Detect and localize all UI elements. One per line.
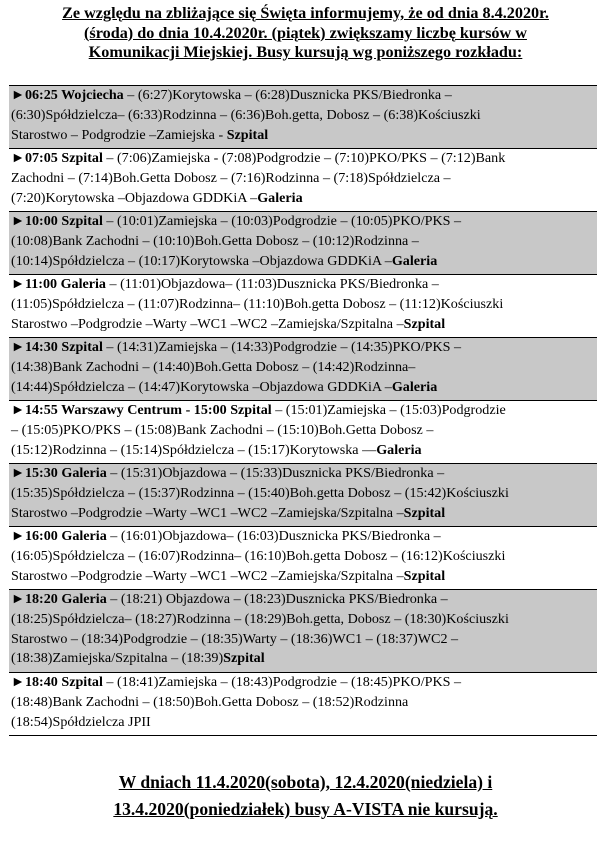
stops-text: Starostwo – (18:34)Podgrodzie – (18:35)Warty – (18:36)WC1 – (18:37)WC2 –	[11, 630, 459, 647]
stops-text: (14:44)Spółdzielcza – (14:47)Korytowska –Objazdowa GDDKiA –	[11, 378, 392, 395]
schedule-line	[11, 126, 597, 146]
departure-label: ►18:20 Galeria	[11, 591, 107, 607]
schedule-entry	[9, 86, 597, 149]
header-line: Komunikacji Miejskiej. Busy kursują wg poniższego rozkładu:	[88, 43, 523, 61]
stops-text: – (6:27)Korytowska – (6:28)Dusznicka PKS/Biedronka –	[123, 87, 452, 103]
schedule-line	[11, 504, 597, 524]
departure-label: ►15:30 Galeria	[11, 465, 107, 481]
schedule-line	[11, 610, 597, 630]
stops-text: Starostwo – Podgrodzie –Zamiejska -	[11, 126, 227, 143]
stops-text: – (18:21) Objazdowa – (18:23)Dusznicka PKS/Biedronka –	[106, 591, 448, 607]
stops-text: – (18:41)Zamiejska – (18:43)Podgrodzie – (18:45)PKO/PKS –	[102, 674, 462, 690]
stops-text: (7:20)Korytowska –Objazdowa GDDKiA –	[11, 189, 258, 206]
stops-text: (16:05)Spółdzielcza – (16:07)Rodzinna– (16:10)Boh.getta Dobosz – (16:12)Kościuszki	[11, 547, 506, 564]
departure-label: ►06:25 Wojciecha	[11, 87, 124, 103]
schedule-line	[11, 547, 597, 567]
schedule-line	[11, 464, 597, 484]
schedule-line	[11, 630, 597, 650]
schedule-line	[11, 295, 597, 315]
schedule-line	[11, 149, 597, 169]
stops-text: (18:54)Spółdzielcza JPII	[11, 713, 151, 730]
departure-label: ►07:05 Szpital	[11, 150, 103, 166]
destination-label: Szpital	[403, 315, 446, 332]
schedule-line	[11, 693, 597, 713]
schedule-line	[11, 527, 597, 547]
departure-label: ►11:00 Galeria	[11, 276, 106, 292]
stops-text: Starostwo –Podgrodzie –Warty –WC1 –WC2 –Zamiejska/Szpitalna –	[11, 567, 404, 584]
destination-label: Szpital	[226, 126, 269, 143]
schedule-entry	[9, 401, 597, 464]
schedule-line	[11, 358, 597, 378]
footer-line: W dniach 11.4.2020(sobota), 12.4.2020(niedziela) i	[118, 772, 493, 792]
schedule-line	[11, 649, 597, 669]
stops-text: – (16:01)Objazdowa– (16:03)Dusznicka PKS/Biedronka –	[106, 528, 441, 544]
schedule-line	[11, 169, 597, 189]
stops-text: – (15:01)Zamiejska – (15:03)Podgrodzie	[271, 402, 506, 418]
schedule-line	[11, 189, 597, 209]
destination-label: Galeria	[376, 441, 422, 458]
schedule-line	[11, 713, 597, 733]
schedule-line	[11, 86, 597, 106]
destination-label: Szpital	[403, 504, 446, 521]
schedule-entry	[9, 464, 597, 527]
stops-text: (15:35)Spółdzielcza – (15:37)Rodzinna – (15:40)Boh.getta Dobosz – (15:42)Kościuszki	[11, 484, 509, 501]
schedule-line	[11, 106, 597, 126]
announcement-header	[0, 4, 611, 63]
schedule-entry	[9, 275, 597, 338]
schedule-line	[11, 315, 597, 335]
stops-text: Starostwo –Podgrodzie –Warty –WC1 –WC2 –Zamiejska/Szpitalna –	[11, 315, 404, 332]
schedule-line	[11, 590, 597, 610]
footer-line: 13.4.2020(poniedziałek) busy A-VISTA nie kursują.	[113, 799, 498, 819]
schedule-line	[11, 484, 597, 504]
stops-text: – (15:05)PKO/PKS – (15:08)Bank Zachodni – (15:10)Boh.Getta Dobosz –	[11, 421, 434, 438]
stops-text: (6:30)Spółdzielcza– (6:33)Rodzinna – (6:36)Boh.getta, Dobosz – (6:38)Kościuszki	[11, 106, 481, 123]
stops-text: Zachodni – (7:14)Boh.Getta Dobosz – (7:16)Rodzinna – (7:18)Spółdzielcza –	[11, 169, 451, 186]
schedule-line	[11, 421, 597, 441]
schedule-line	[11, 212, 597, 232]
schedule-line	[11, 338, 597, 358]
destination-label: Galeria	[391, 252, 438, 269]
destination-label: Szpital	[403, 567, 446, 584]
schedule-entry	[9, 673, 597, 736]
departure-label: ►18:40 Szpital	[11, 674, 103, 690]
schedule-line	[11, 275, 597, 295]
stops-text: (10:14)Spółdzielcza – (10:17)Korytowska –Objazdowa GDDKiA –	[11, 252, 392, 269]
stops-text: (11:05)Spółdzielcza – (11:07)Rodzinna– (11:10)Boh.getta Dobosz – (11:12)Kościuszki	[11, 295, 504, 312]
schedule-line	[11, 232, 597, 252]
schedule-line	[11, 567, 597, 587]
departure-label: ►14:30 Szpital	[11, 339, 103, 355]
schedule-line	[11, 401, 597, 421]
schedule-entry	[9, 212, 597, 275]
schedule-line	[11, 252, 597, 272]
stops-text: (18:38)Zamiejska/Szpitalna – (18:39)	[11, 650, 224, 667]
destination-label: Galeria	[391, 378, 438, 395]
destination-label: Galeria	[257, 189, 303, 206]
stops-text: Starostwo –Podgrodzie –Warty –WC1 –WC2 –Zamiejska/Szpitalna –	[11, 504, 404, 521]
header-line: Ze względu na zbliżające się Święta informujemy, że od dnia 8.4.2020r.	[62, 4, 549, 22]
stops-text: (14:38)Bank Zachodni – (14:40)Boh.Getta Dobosz – (14:42)Rodzinna–	[11, 358, 416, 375]
schedule-line	[11, 673, 597, 693]
stops-text: – (14:31)Zamiejska – (14:33)Podgrodzie – (14:35)PKO/PKS –	[102, 339, 462, 355]
schedule-entry	[9, 527, 597, 590]
stops-text: – (10:01)Zamiejska – (10:03)Podgrodzie – (10:05)PKO/PKS –	[102, 213, 462, 229]
stops-text: (18:48)Bank Zachodni – (18:50)Boh.Getta Dobosz – (18:52)Rodzinna	[11, 693, 409, 710]
announcement-footer	[0, 769, 611, 823]
departure-label: ►14:55 Warszawy Centrum - 15:00 Szpital	[11, 402, 272, 418]
schedule-line	[11, 378, 597, 398]
stops-text: – (11:01)Objazdowa– (11:03)Dusznicka PKS/Biedronka –	[105, 276, 439, 292]
destination-label: Szpital	[223, 650, 265, 667]
stops-text: (15:12)Rodzinna – (15:14)Spółdzielcza – (15:17)Korytowska —	[11, 441, 377, 458]
header-line: (środa) do dnia 10.4.2020r. (piątek) zwiększamy liczbę kursów w	[84, 23, 527, 42]
stops-text: – (7:06)Zamiejska - (7:08)Podgrodzie – (7:10)PKO/PKS – (7:12)Bank	[102, 150, 506, 166]
schedule-entry	[9, 590, 597, 673]
schedule-line	[11, 441, 597, 461]
stops-text: (10:08)Bank Zachodni – (10:10)Boh.Getta Dobosz – (10:12)Rodzinna –	[11, 232, 419, 249]
schedule-entry	[9, 338, 597, 401]
bus-schedule	[9, 85, 597, 736]
stops-text: (18:25)Spółdzielcza– (18:27)Rodzinna – (18:29)Boh.getta, Dobosz – (18:30)Kościuszki	[11, 610, 509, 627]
schedule-entry	[9, 149, 597, 212]
departure-label: ►10:00 Szpital	[11, 213, 103, 229]
stops-text: – (15:31)Objazdowa – (15:33)Dusznicka PKS/Biedronka –	[106, 465, 445, 481]
departure-label: ►16:00 Galeria	[11, 528, 107, 544]
